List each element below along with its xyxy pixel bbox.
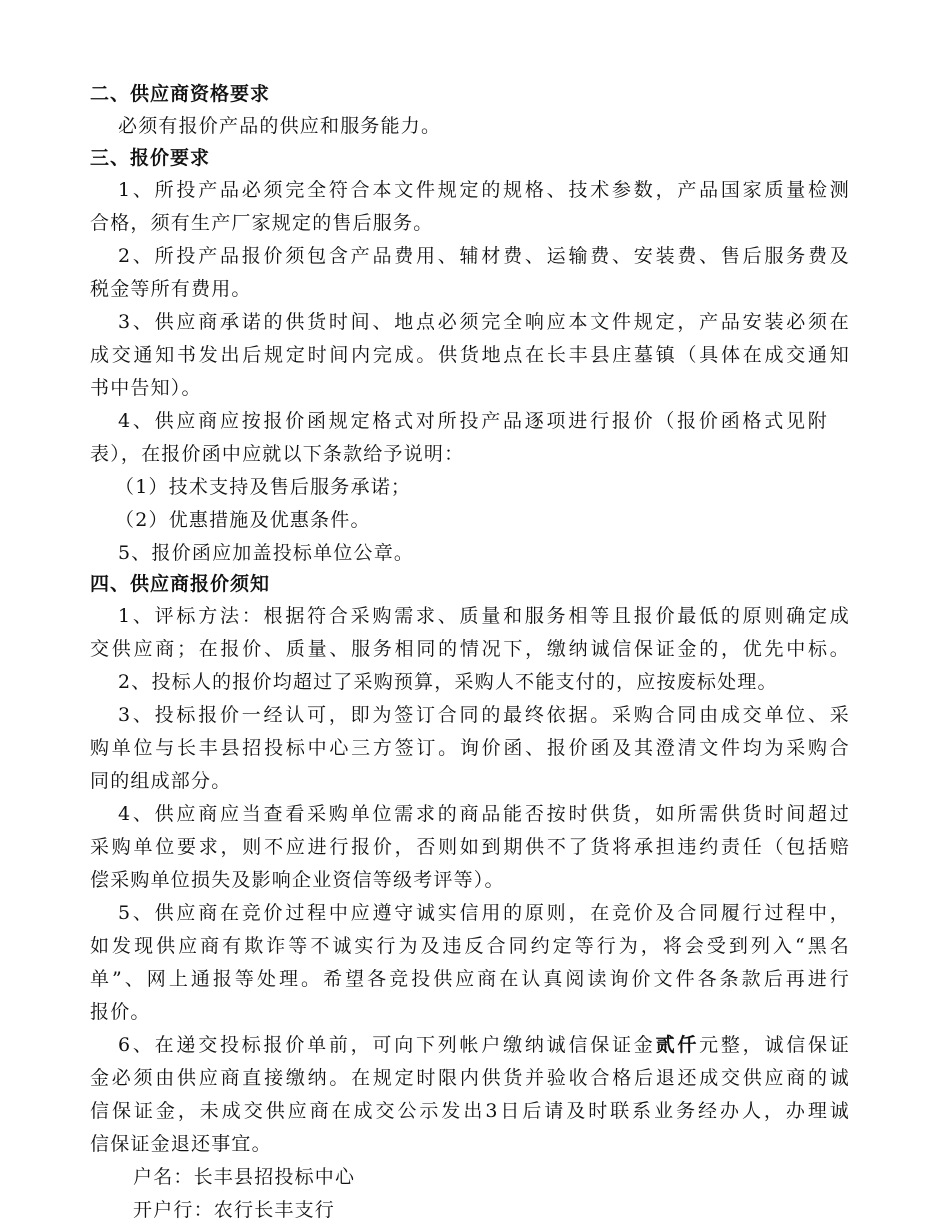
paragraph-line: 金必须由供应商直接缴纳。在规定时限内供货并验收合格后退还成交供应商的诚 bbox=[90, 1067, 850, 1089]
paragraph-line: 3、投标报价一经认可，即为签订合同的最终依据。采购合同由成交单位、采 bbox=[118, 704, 850, 726]
section-heading-quote-notice: 四、供应商报价须知 bbox=[90, 573, 271, 595]
paragraph-line: 1、评标方法：根据符合采购需求、质量和服务相等且报价最低的原则确定成 bbox=[118, 605, 850, 627]
deposit-text-after: 元整，诚信保证 bbox=[699, 1034, 850, 1056]
list-item: （2）优惠措施及优惠条件。 bbox=[115, 509, 371, 531]
paragraph-line: 5、报价函应加盖投标单位公章。 bbox=[118, 542, 415, 564]
paragraph-line: 信保证金退还事宜。 bbox=[90, 1133, 272, 1155]
paragraph-line: 采购单位要求，则不应进行报价，否则如到期供不了货将承担违约责任（包括赔 bbox=[90, 836, 850, 858]
paragraph-line: 2、所投产品报价须包含产品费用、辅材费、运输费、安装费、售后服务费及 bbox=[118, 245, 850, 267]
deposit-amount: 贰仟 bbox=[655, 1034, 700, 1056]
paragraph-line: 同的组成部分。 bbox=[90, 770, 232, 792]
paragraph-line: 2、投标人的报价均超过了采购预算，采购人不能支付的，应按废标处理。 bbox=[118, 671, 778, 693]
deposit-text-before: 6、在递交投标报价单前，可向下列帐户缴纳诚信保证金 bbox=[118, 1034, 656, 1056]
paragraph-line: 合格，须有生产厂家规定的售后服务。 bbox=[90, 212, 434, 234]
section-heading-qualification: 二、供应商资格要求 bbox=[90, 83, 271, 105]
list-item: （1）技术支持及售后服务承诺； bbox=[115, 476, 412, 498]
paragraph-line: 4、供应商应当查看采购单位需求的商品能否按时供货，如所需供货时间超过 bbox=[118, 803, 850, 825]
paragraph-line: 税金等所有费用。 bbox=[90, 278, 252, 300]
paragraph-line: 成交通知书发出后规定时间内完成。供货地点在长丰县庄墓镇（具体在成交通知 bbox=[90, 344, 850, 366]
deposit-paragraph-line bbox=[118, 1029, 850, 1061]
paragraph-line: 4、供应商应按报价函规定格式对所投产品逐项进行报价（报价函格式见附 bbox=[118, 410, 828, 432]
paragraph-line: 单”、网上通报等处理。希望各竞投供应商在认真阅读询价文件各条款后再进行 bbox=[90, 968, 850, 990]
paragraph-line: 3、供应商承诺的供货时间、地点必须完全响应本文件规定，产品安装必须在 bbox=[118, 311, 850, 333]
account-name: 户名：长丰县招投标中心 bbox=[133, 1166, 356, 1188]
paragraph-line: 信保证金，未成交供应商在成交公示发出3日后请及时联系业务经办人，办理诚 bbox=[90, 1100, 850, 1122]
account-bank: 开户行：农行长丰支行 bbox=[133, 1199, 336, 1221]
paragraph-line: 书中告知）。 bbox=[90, 377, 202, 399]
paragraph-line: 表），在报价函中应就以下条款给予说明： bbox=[90, 443, 465, 465]
paragraph-line: 必须有报价产品的供应和服务能力。 bbox=[118, 115, 442, 137]
section-heading-quote-requirements: 三、报价要求 bbox=[90, 147, 211, 169]
paragraph-line: 如发现供应商有欺诈等不诚实行为及违反合同约定等行为，将会受到列入“黑名 bbox=[90, 935, 850, 957]
paragraph-line: 交供应商；在报价、质量、服务相同的情况下，缴纳诚信保证金的，优先中标。 bbox=[90, 638, 850, 660]
paragraph-line: 报价。 bbox=[90, 1001, 151, 1023]
paragraph-line: 购单位与长丰县招投标中心三方签订。询价函、报价函及其澄清文件均为采购合 bbox=[90, 737, 850, 759]
paragraph-line: 1、所投产品必须完全符合本文件规定的规格、技术参数，产品国家质量检测 bbox=[118, 179, 850, 201]
paragraph-line: 偿采购单位损失及影响企业资信等级考评等）。 bbox=[90, 869, 505, 891]
paragraph-line: 5、供应商在竞价过程中应遵守诚实信用的原则，在竞价及合同履行过程中， bbox=[118, 902, 850, 924]
